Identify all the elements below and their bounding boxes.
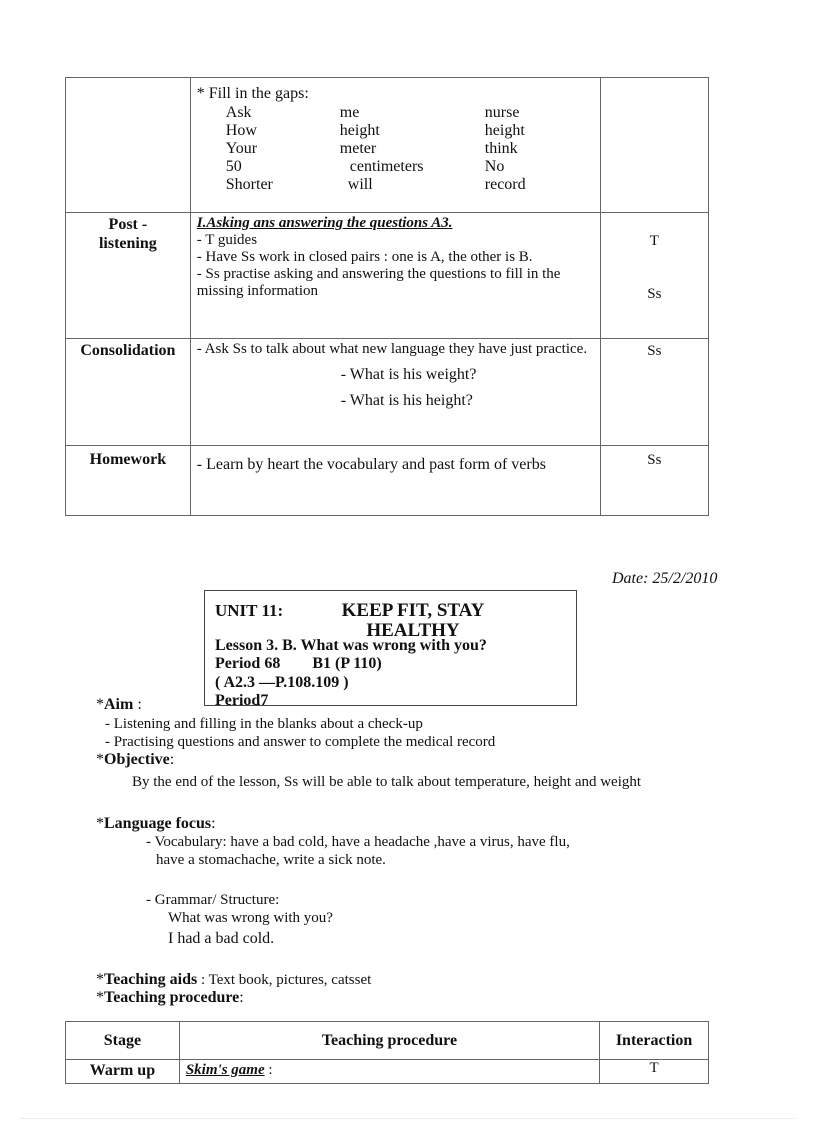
procedure-line: - Have Ss work in closed pairs : one is A, the other is B.	[196, 249, 533, 265]
column-header: Stage	[66, 1022, 180, 1060]
procedure-cell	[190, 213, 600, 339]
interaction-value: T	[649, 233, 659, 249]
gap-word: record	[484, 176, 526, 193]
procedure-cell	[190, 339, 600, 446]
grammar-label: - Grammar/ Structure:	[146, 892, 280, 908]
interaction-value: Ss	[647, 286, 662, 302]
stage-cell: Consolidation	[66, 339, 191, 446]
procedure-cell	[190, 78, 600, 213]
objective-suffix: :	[169, 751, 175, 768]
stage-cell: Warm up	[66, 1060, 180, 1084]
interaction-cell	[600, 78, 708, 213]
gap-word: height	[339, 122, 380, 139]
teaching-procedure-suffix: :	[239, 989, 244, 1006]
interaction-value: Ss	[647, 343, 662, 359]
game-title: Skim's game	[185, 1062, 265, 1078]
table-row	[66, 213, 709, 339]
gap-word: nurse	[484, 104, 520, 121]
period-line: Period 68 B1 (P 110)	[215, 655, 382, 672]
gap-word: will	[347, 176, 373, 193]
gap-word: Your	[225, 140, 258, 157]
language-focus-suffix: :	[211, 815, 216, 832]
procedure-table	[65, 1021, 709, 1084]
question-line: - What is his weight?	[340, 366, 477, 383]
aim-heading: *Aim :	[96, 696, 142, 713]
gap-word: think	[484, 140, 518, 157]
grammar-answer: I had a bad cold.	[168, 930, 275, 947]
lesson-table-top	[65, 77, 709, 516]
stage-cell: Homework	[66, 446, 191, 516]
interaction-value: Ss	[647, 452, 662, 468]
teaching-aids-line: *Teaching aids : Text book, pictures, catsset	[96, 971, 372, 988]
gap-word: meter	[339, 140, 377, 157]
list-item: - Listening and filling in the blanks about a check-up	[105, 716, 423, 732]
objective-text	[132, 773, 641, 791]
fill-gaps-title: * Fill in the gaps:	[196, 85, 309, 102]
question-line: - What is his height?	[340, 392, 473, 409]
interaction-cell: T	[600, 1060, 709, 1084]
column-header: Teaching procedure	[179, 1022, 599, 1060]
language-focus-heading: *Language focus:	[96, 815, 216, 832]
gap-word: height	[484, 122, 525, 139]
game-title-suffix: :	[264, 1062, 273, 1078]
pages-line: ( A2.3 —P.108.109 )	[215, 674, 349, 691]
stage-cell: Post - listening	[66, 213, 191, 339]
procedure-line: - Ask Ss to talk about what new language they have just practice.	[196, 341, 588, 357]
unit-number: UNIT 11:	[215, 601, 284, 620]
gap-word: Shorter	[225, 176, 273, 193]
procedure-line: - Ss practise asking and answering the questions to fill in the missing information	[196, 266, 561, 299]
table-row	[66, 1060, 709, 1084]
vocabulary-line: - Vocabulary: have a bad cold, have a headache ,have a virus, have flu,	[146, 834, 570, 850]
grammar-question: What was wrong with you?	[168, 910, 333, 926]
grammar-block	[146, 891, 333, 951]
gap-word: centimeters	[349, 158, 424, 175]
procedure-cell	[179, 1060, 599, 1084]
list-item: - Practising questions and answer to complete the medical record	[105, 734, 496, 750]
procedure-line: - T guides	[196, 232, 258, 248]
table-header-row	[66, 1022, 709, 1060]
procedure-line: - Learn by heart the vocabulary and past form of verbs	[196, 456, 546, 473]
aim-list	[105, 715, 495, 751]
column-header: Interaction	[600, 1022, 709, 1060]
aim-label: Aim	[104, 696, 134, 713]
aim-suffix: :	[133, 696, 142, 713]
objective-text-b: to talk about temperature, height and weight	[371, 774, 642, 790]
vocabulary-line: have a stomachache, write a sick note.	[156, 852, 386, 868]
gap-word-grid	[226, 104, 594, 194]
unit-title: KEEP FIT, STAY HEALTHY	[341, 600, 485, 641]
teaching-aids-text: : Text book, pictures, catsset	[197, 972, 372, 988]
interaction-cell	[600, 446, 708, 516]
language-focus-label: Language focus	[104, 815, 212, 832]
interaction-cell	[600, 339, 708, 446]
lesson-line: Lesson 3. B. What was wrong with you?	[215, 637, 487, 654]
procedure-cell	[190, 446, 600, 516]
gap-word: No	[484, 158, 505, 175]
page-edge	[20, 1118, 796, 1119]
table-row	[66, 78, 709, 213]
gap-word: How	[225, 122, 257, 139]
teaching-procedure-label: Teaching procedure	[104, 989, 240, 1006]
table-row	[66, 446, 709, 516]
section-heading: I.Asking ans answering the questions A3.	[196, 215, 453, 231]
gap-word: 50	[225, 158, 242, 175]
objective-heading: *Objective:	[96, 751, 175, 768]
vocabulary-block	[146, 833, 570, 869]
interaction-cell	[600, 213, 708, 339]
stage-cell	[66, 78, 191, 213]
table-row	[66, 339, 709, 446]
gap-word: Ask	[225, 104, 252, 121]
unit-header-box	[204, 590, 577, 706]
objective-label: Objective	[104, 751, 170, 768]
gap-word: me	[339, 104, 360, 121]
period-cut-line: Period7	[215, 692, 269, 706]
teaching-procedure-line: *Teaching procedure:	[96, 989, 244, 1006]
lesson-date: Date: 25/2/2010	[612, 570, 718, 587]
teaching-aids-label: Teaching aids	[104, 971, 198, 988]
objective-text-a: By the end of the lesson, Ss will be able	[132, 774, 372, 790]
